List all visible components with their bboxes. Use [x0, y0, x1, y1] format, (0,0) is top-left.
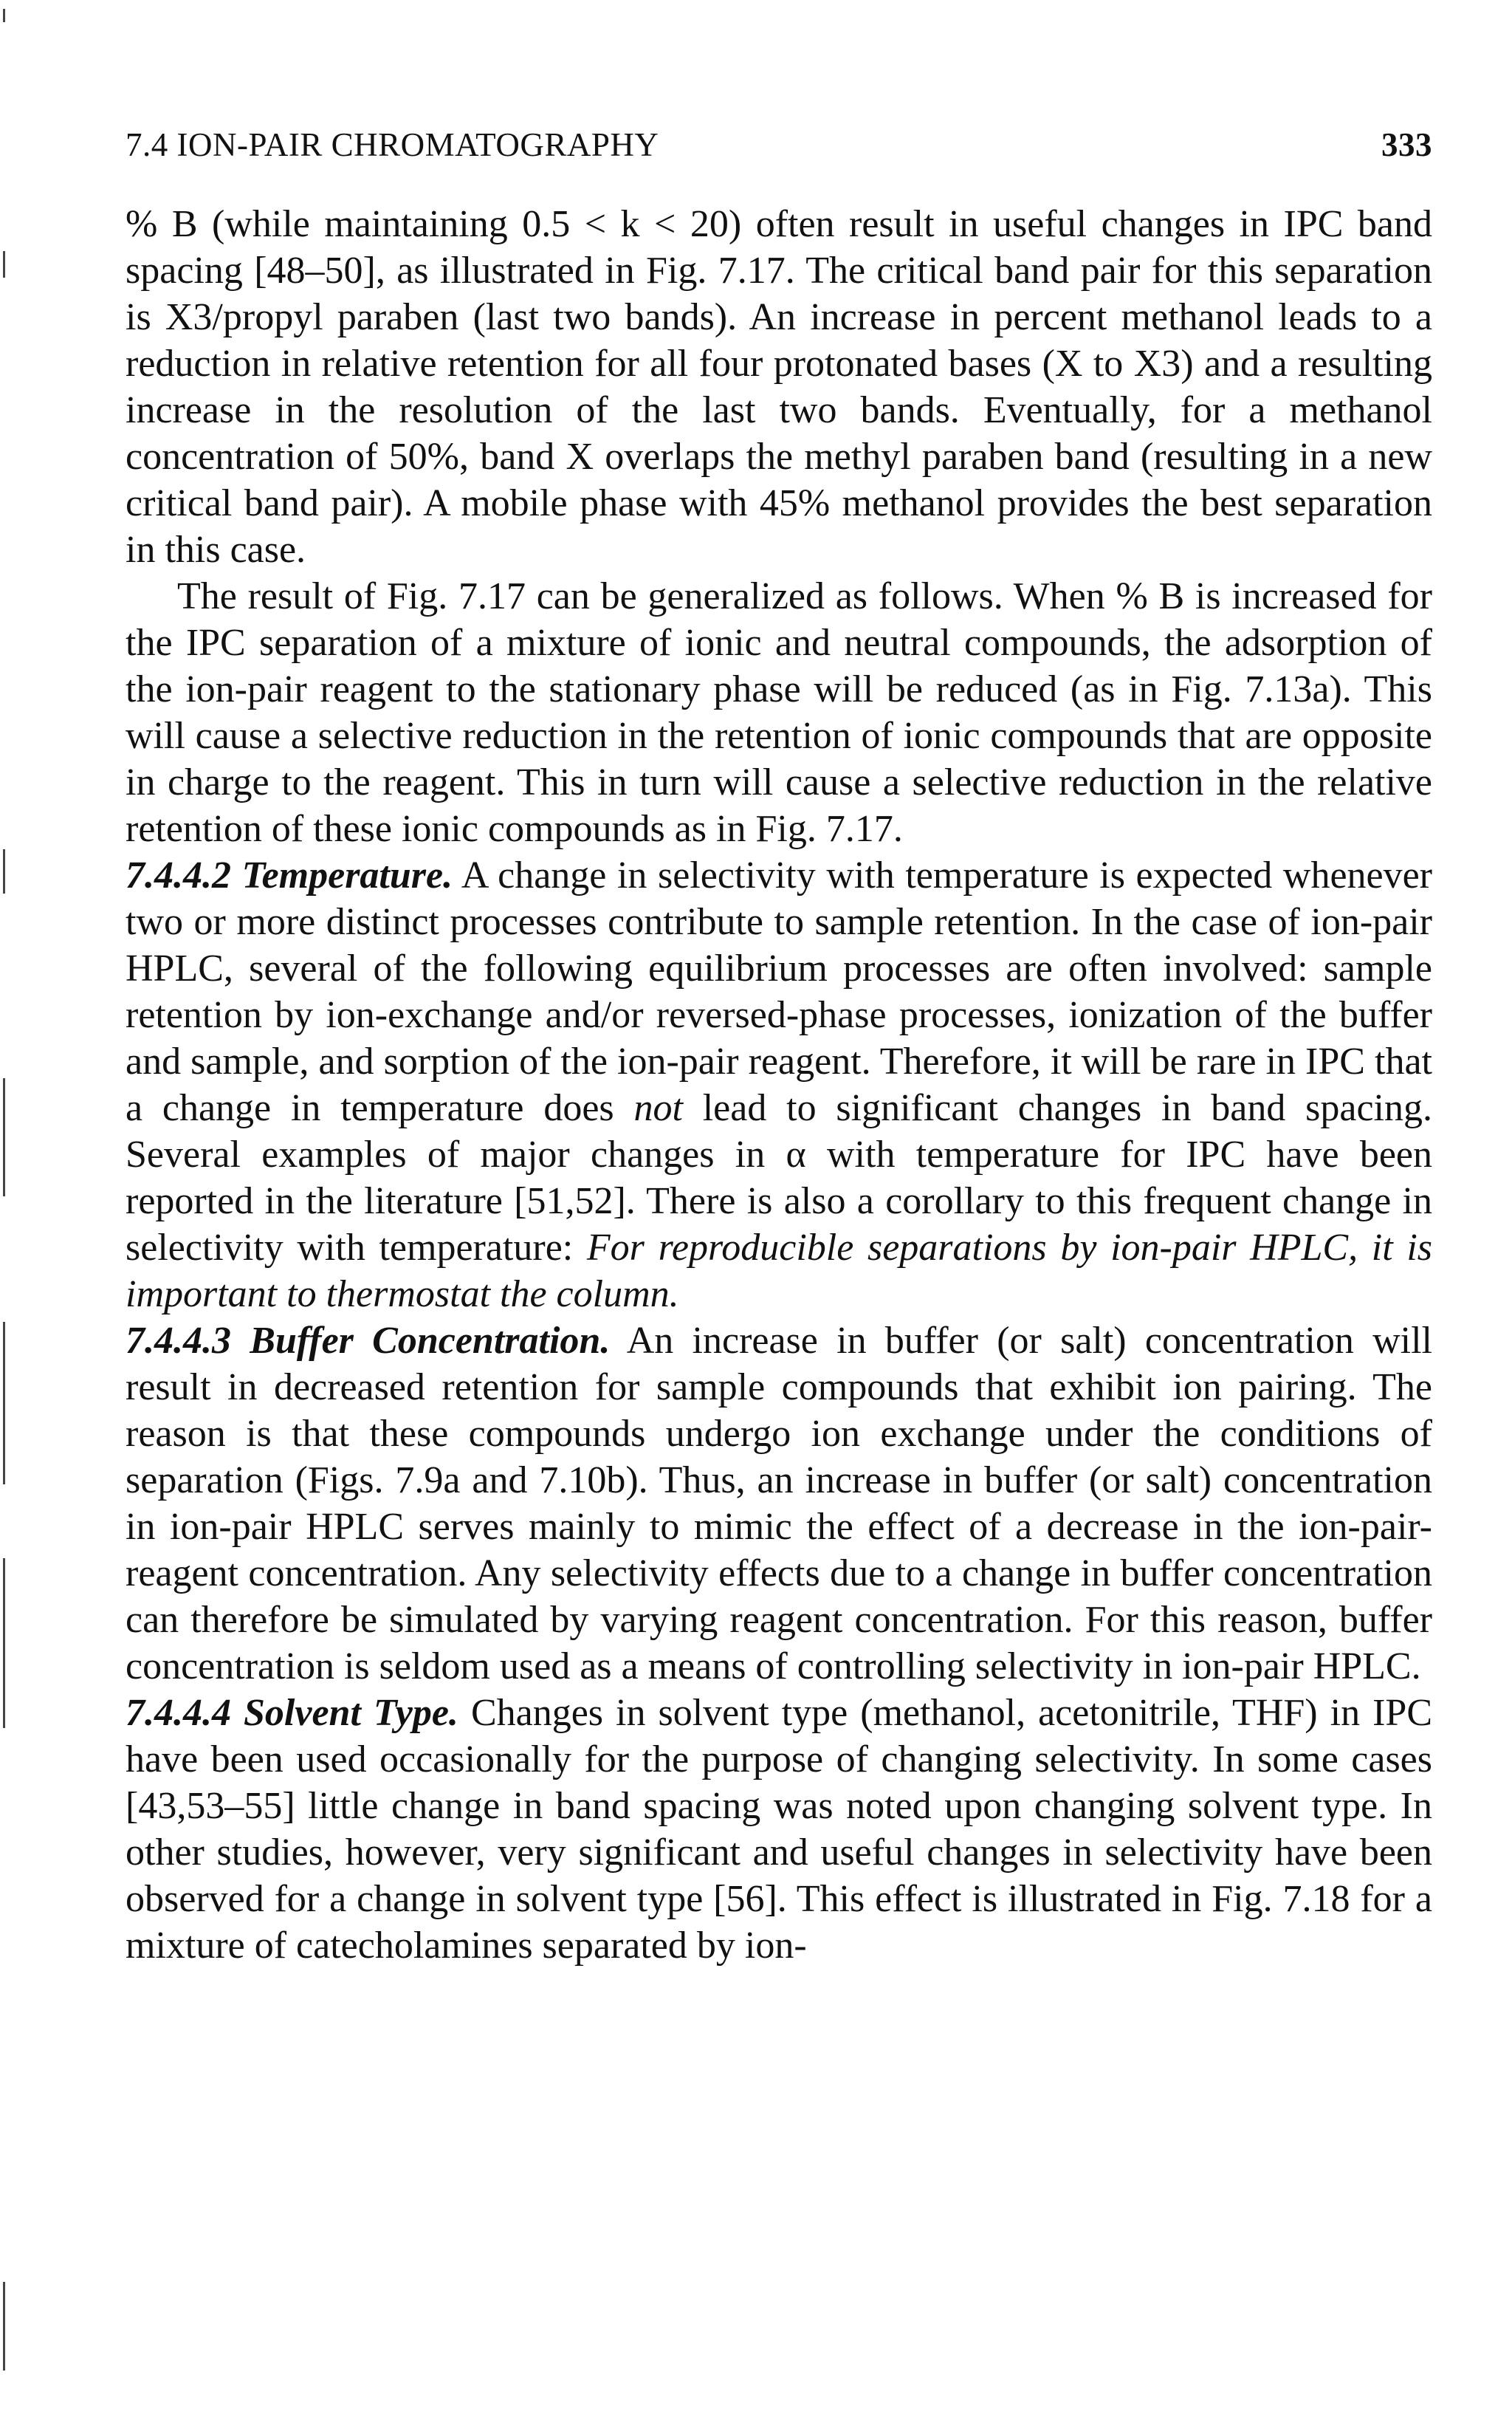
scan-artifact: [3, 1558, 5, 1728]
section-title: Buffer Concentration.: [250, 1320, 611, 1362]
section-text: A change in selectivity with temperature is expected whenever two or more distinct processes contribute to sample retention. In the case of ion-pair HPLC, several of the following equilibrium processes are often involved: sample retention by ion-exchange and/or reversed-phase processes, ionization of the buffer and sample, and sorption of the ion-pair reagent. Therefore, it will be rare in IPC that a change in temperature does: [126, 854, 1432, 1129]
section-number: 7.4.4.2: [126, 854, 231, 897]
book-page: [126, 126, 1432, 1969]
section-number: 7.4.4.3: [126, 1320, 231, 1362]
scan-artifact: [3, 2282, 5, 2371]
section-header: 7.4 ION-PAIR CHROMATOGRAPHY: [126, 126, 659, 163]
scan-artifact: [3, 9, 5, 22]
paragraph-generalization: The result of Fig. 7.17 can be generalized as follows. When % B is increased for the IPC separation of a mixture of ionic and neutral compounds, the adsorption of the ion-pair reagent to the stationary phase will be reduced (as in Fig. 7.13a). This will cause a selective reduction in the retention of ionic compounds that are opposite in charge to the reagent. This in turn will cause a selective reduction in the relative retention of these ionic compounds as in Fig. 7.17.: [126, 575, 1432, 850]
emphasis-not: not: [633, 1087, 683, 1129]
scan-artifact: [3, 849, 5, 894]
scan-artifact: [3, 1322, 5, 1484]
page-number: 333: [1381, 126, 1432, 163]
section-text: An increase in buffer (or salt) concentration will result in decreased retention for sample compounds that exhibit ion pairing. The reason is that these compounds undergo ion exchange under the conditions of separation (Figs. 7.9a and 7.10b). Thus, an increase in buffer (or salt) concentration in ion-pair HPLC serves mainly to mimic the effect of a decrease in the ion-pair-reagent concentration. Any selectivity effects due to a change in buffer concentration can therefore be simulated by varying reagent concentration. For this reason, buffer concentration is seldom used as a means of controlling selectivity in ion-pair HPLC.: [126, 1320, 1433, 1687]
emphasis-conclusion: For reproducible separations by ion-pair HPLC, it is important to thermostat the column.: [126, 1227, 1433, 1315]
scan-artifact: [3, 251, 5, 278]
section-title: Temperature.: [241, 854, 453, 897]
section-temperature: [126, 852, 1432, 1317]
section-text: Changes in solvent type (methanol, acetonitrile, THF) in IPC have been used occasionally for the purpose of changing selectivity. In some cases [43,53–55] little change in band spacing was noted upon changing solvent type. In other studies, however, very significant and useful changes in selectivity have been observed for a change in solvent type [56]. This effect is illustrated in Fig. 7.18 for a mixture of catecholamines separated by ion-: [126, 1692, 1432, 1967]
section-number: 7.4.4.4: [126, 1692, 231, 1734]
running-header: [126, 126, 1432, 164]
section-solvent-type: [126, 1690, 1432, 1969]
section-title: Solvent Type.: [244, 1692, 458, 1734]
section-text: lead to significant changes in band spacing. Several examples of major changes in α with temperature for IPC have been reported in the literature [51,52]. There is also a corollary to this frequent change in selectivity with temperature:: [126, 1087, 1432, 1269]
body-text: [126, 201, 1432, 1969]
paragraph-percent-b: % B (while maintaining 0.5 < k < 20) often result in useful changes in IPC band spacing [48–50], as illustrated in Fig. 7.17. The critical band pair for this separation is X3/propyl paraben (last two bands). An increase in percent methanol leads to a reduction in relative retention for all four protonated bases (X to X3) and a resulting increase in the resolution of the last two bands. Eventually, for a methanol concentration of 50%, band X overlaps the methyl paraben band (resulting in a new critical band pair). A mobile phase with 45% methanol provides the best separation in this case.: [126, 203, 1432, 571]
section-buffer-concentration: [126, 1317, 1432, 1690]
scan-artifact: [3, 1078, 5, 1196]
